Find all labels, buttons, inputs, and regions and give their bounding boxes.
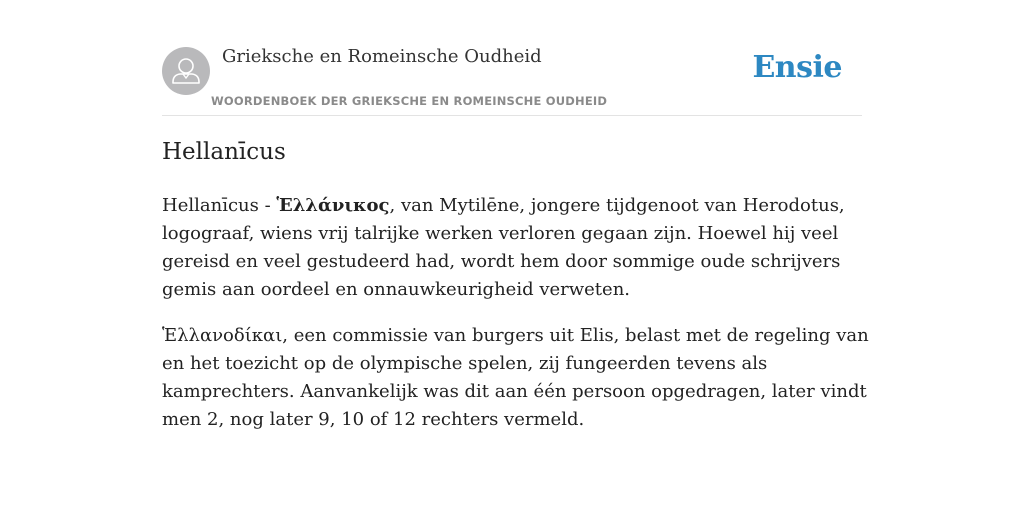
page-container [162, 0, 869, 430]
user-placeholder-icon[interactable] [162, 47, 210, 95]
source-header [162, 0, 862, 116]
source-subtitle: WOORDENBOEK DER GRIEKSCHE EN ROMEINSCHE OUDHEID [211, 94, 608, 108]
greek-term: Ἑλλάνικος [276, 195, 390, 216]
definition-paragraph [162, 192, 872, 304]
entry-title: Hellanīcus [162, 139, 286, 165]
ensie-logo[interactable]: Ensie [752, 50, 842, 85]
definitions [162, 192, 872, 452]
definition-paragraph [162, 322, 872, 434]
definition-lead: Hellanīcus - [162, 195, 277, 216]
definition-text: Ἑλλανοδίκαι, een commissie van burgers uit Elis, belast met de regeling van en het toezicht op de olympische spelen, zij fungeerden tevens als kamprechters. Aanvankelijk was dit aan één persoon opgedragen, later vindt men 2, nog later 9, 10 of 12 rechters vermeld. [162, 325, 869, 430]
source-title-link[interactable]: Grieksche en Romeinsche Oudheid [222, 46, 542, 67]
definition-text: , van Mytilēne, jongere tijdgenoot van Herodotus, logograaf, wiens vrij talrijke werken verloren gegaan zijn. Hoewel hij veel gereisd en veel gestudeerd had, wordt hem door sommige oude schrijvers gemis aan oordeel en onnauwkeurigheid verweten. [162, 195, 845, 300]
